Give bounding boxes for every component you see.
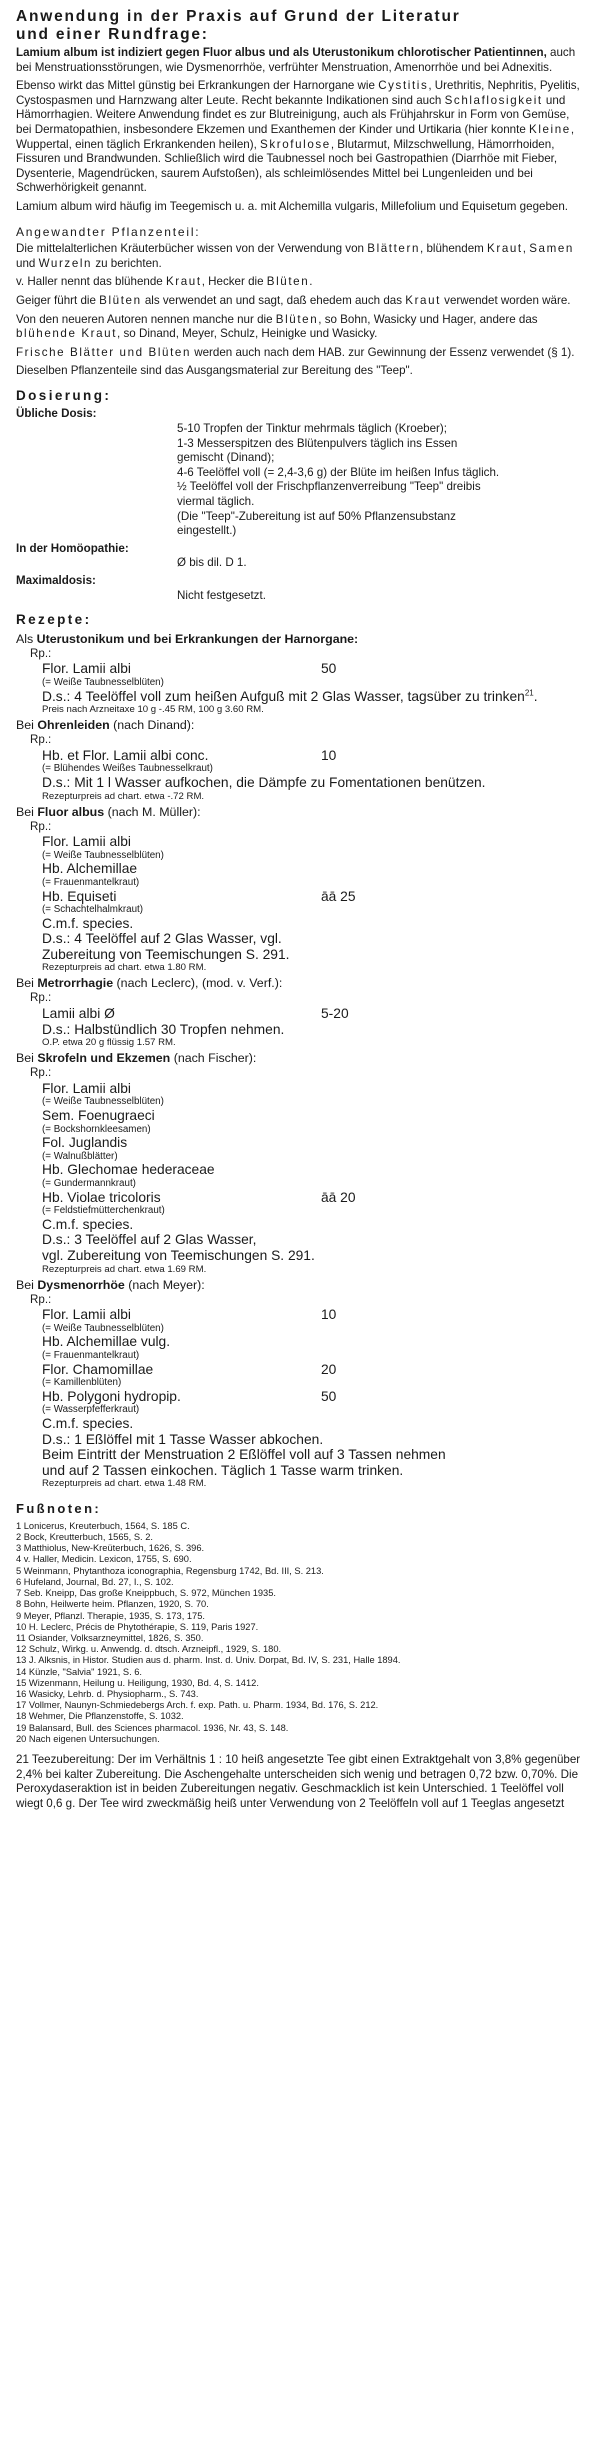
ingredient-name: Fol. Juglandis [42,1135,128,1151]
ingredient [16,661,581,677]
spaced-term: Kraut [405,293,441,307]
spaced-term: Kleine [529,122,571,136]
rp-label: Rp.: [30,646,52,660]
rezept-price: Rezepturpreis ad chart. etwa 1.80 RM. [42,962,207,974]
ingredient-amount: āā 20 [321,1189,356,1205]
text-run: , Wuppertal, einen täglich Erkrankenden heilen), [16,122,575,151]
rezept-instruction: Beim Eintritt der Menstruation 2 Eßlöffel voll auf 3 Tassen nehmen [42,1447,446,1463]
ingredient [16,748,581,764]
section-heading-pflanzenteil: Angewandter Pflanzenteil: [16,224,201,239]
pflanzenteil-paragraph [16,313,581,342]
text-run: (nach M. Müller): [104,804,201,819]
homoeopathie-value: Ø bis dil. D 1. [177,556,247,570]
spaced-term: Skrofulose [260,137,331,151]
section-heading-rezepte: Rezepte: [16,612,92,628]
text-run: Geiger führt die [16,293,100,307]
spaced-term: Blättern [367,242,420,256]
rezept-instruction [16,689,581,705]
pflanzenteil-paragraph [16,346,581,361]
dosis-values [16,422,581,539]
text-run: Die mittelalterlichen Kräuterbücher wissen von der Verwendung von [16,242,368,256]
footnote-item: 6 Hufeland, Journal, Bd. 27, I., S. 102. [16,1576,174,1587]
ingredient-amount: 5-20 [321,1006,349,1022]
ingredient-name: Hb. Violae tricoloris [42,1189,161,1205]
ingredient [16,1334,581,1350]
ingredient-name: Hb. Alchemillae [42,861,138,877]
spaced-term: Blüten [99,293,142,307]
text-run: (nach Dinand): [109,718,195,733]
rp-label: Rp.: [30,819,52,833]
ingredient-name: Hb. Polygoni hydropip. [42,1388,181,1404]
text-run: (nach Fischer): [170,1051,257,1066]
ingredient-synonym: (= Weiße Taubnesselblüten) [42,1096,164,1108]
rezept-indication [16,1051,581,1066]
footnote-item: 17 Vollmer, Naunyn-Schmiedebergs Arch. f. exp. Path. u. Pharm. 1934, Bd. 176, S. 212. [16,1700,379,1711]
rp-label: Rp.: [30,1066,52,1080]
homoeopathie-label: In der Homöopathie: [16,541,129,555]
rezept-cmf: C.m.f. species. [42,915,134,931]
indication-name: Fluor albus [37,804,105,819]
dosis-line: ½ Teelöffel voll der Frischpflanzenverreibung "Teep" dreibis [177,480,481,494]
rezept-cmf: C.m.f. species. [42,1216,134,1232]
text-run: D.s.: 4 Teelöffel voll zum heißen Aufguß mit 2 Glas Wasser, tagsüber zu trinken [42,688,525,704]
ingredient-synonym: (= Frauenmantelkraut) [42,1349,140,1361]
ingredient [16,1190,581,1206]
spaced-term: Blüten [275,312,319,326]
footnote-item: 10 H. Leclerc, Précis de Phytothérapie, S. 119, Paris 1927. [16,1621,259,1632]
rezept-price: Rezepturpreis ad chart. etwa 1.48 RM. [42,1478,207,1490]
maximaldosis-label: Maximaldosis: [16,574,96,587]
footnote-item: 4 v. Haller, Medicin. Lexicon, 1755, S. 690. [16,1554,192,1565]
ingredient-synonym: (= Walnußblätter) [42,1150,118,1162]
ingredient-name: Hb. Equiseti [42,888,117,904]
ingredient-synonym: (= Weiße Taubnesselblüten) [42,1322,164,1334]
footnote-item: 3 Matthiolus, New-Kreüterbuch, 1626, S. 396. [16,1543,205,1554]
footnote-item: 19 Balansard, Bull. des Sciences pharmacol. 1936, Nr. 43, S. 148. [16,1722,289,1733]
text-run: . [309,275,313,289]
ingredient-name: Flor. Chamomillae [42,1361,154,1377]
ingredient [16,1006,581,1022]
spaced-term: Kraut [165,275,202,289]
rezept-indication [16,632,581,647]
ingredient-synonym: (= Schachtelhalmkraut) [42,904,144,916]
rezept-fluor-albus [16,805,581,975]
indication-name: Ohrenleiden [37,718,110,733]
ingredient-amount: 20 [321,1361,337,1377]
pflanzenteil-paragraph: Dieselben Pflanzenteile sind das Ausgangsmaterial zur Bereitung des "Teep". [16,364,413,378]
spaced-term: Blüten [266,275,310,289]
ingredient-name: Lamii albi Ø [42,1006,115,1022]
footnote-list [16,1521,581,1745]
ingredient [16,1108,581,1124]
ingredient-synonym: (= Frauenmantelkraut) [42,876,140,888]
section-heading-dosierung: Dosierung: [16,387,112,403]
text-run: , so Bohn, Wasicky und Hager, andere das [318,312,538,326]
rp-label: Rp.: [30,1292,52,1306]
ingredient [16,1135,581,1151]
ingredient [16,861,581,877]
title-line: und einer Rundfrage: [16,25,209,43]
intro-emphasis: Lamium album ist indiziert gegen Fluor albus und als Uterustonikum chlorotischer Patientinnen, [16,46,547,59]
spaced-term: Cystitis [378,79,429,93]
rezept-indication [16,976,581,991]
rezept-indication [16,718,581,733]
ingredient-synonym: (= Weiße Taubnesselblüten) [42,676,164,688]
footnote-item: 15 Wizenmann, Heilung u. Heiligung, 1930, Bd. 4, S. 1412. [16,1677,259,1688]
spaced-term: blühende Kraut [16,327,118,341]
text-run: Ebenso wirkt das Mittel günstig bei Erkrankungen der Harnorgane wie [16,79,379,93]
ingredient [16,1389,581,1405]
text-run: (nach Meyer): [124,1277,205,1292]
title-line: Anwendung in der Praxis auf Grund der Literatur [16,8,461,25]
rezept-metrorrhagie [16,976,581,1049]
rezept-cmf: C.m.f. species. [42,1415,134,1431]
text-run: Bei [16,1277,38,1292]
footnote-item: 14 Künzle, "Salvia" 1921, S. 6. [16,1666,142,1677]
rezept-instruction: D.s.: 1 Eßlöffel mit 1 Tasse Wasser abkochen. [42,1431,324,1447]
rezept-price: Preis nach Arzneitaxe 10 g -.45 RM, 100 g 3.60 RM. [42,704,264,716]
rezept-price: O.P. etwa 20 g flüssig 1.57 RM. [42,1037,176,1049]
text-run: verwendet worden wäre. [440,293,571,307]
rezept-uterustonikum [16,632,581,716]
ingredient-amount: 10 [321,747,337,763]
spaced-term: Kraut [487,242,523,256]
text-run: und [16,256,39,270]
ingredient [16,834,581,850]
ingredient-synonym: (= Wasserpfefferkraut) [42,1404,140,1416]
footnote-item: 9 Meyer, Pflanzl. Therapie, 1935, S. 173, 175. [16,1610,205,1621]
footnote-item: 12 Schulz, Wirkg. u. Anwendg. d. dtsch. Arzneipfl., 1929, S. 180. [16,1644,282,1655]
ingredient-amount: āā 25 [321,888,356,904]
dosis-line: eingestellt.) [177,524,237,538]
text-run: v. Haller nennt das blühende [16,275,166,289]
text-run: , [522,242,530,256]
text-run: , Urethritis, Nephritis, Pyelitis, Cystospasmen und Harnzwang alter Leute. Recht bekannte Indikationen sind auch [16,79,580,107]
pflanzenteil-paragraph [16,275,581,290]
ingredient [16,1162,581,1178]
dosis-line: 4-6 Teelöffel voll (= 2,4-3,6 g) der Blüte im heißen Infus täglich. [177,465,500,479]
rezept-instruction: D.s.: 3 Teelöffel auf 2 Glas Wasser, [42,1232,257,1248]
intro-paragraph [16,79,581,196]
footnote-item: 8 Bohn, Heilwerte heim. Pflanzen, 1920, S. 70. [16,1599,209,1610]
rp-label: Rp.: [30,733,52,747]
text-run: Bei [16,1051,38,1066]
footnote-item: 2 Bock, Kreutterbuch, 1565, S. 2. [16,1532,153,1543]
indication-name: Skrofeln und Ekzemen [37,1051,171,1066]
section-heading-fussnoten: Fußnoten: [16,1501,102,1517]
ingredient-synonym: (= Gundermannkraut) [42,1178,136,1189]
ingredient-amount: 50 [321,1388,337,1404]
footnote-ref[interactable]: 21 [524,687,534,697]
ingredient [16,1081,581,1097]
intro-paragraph: Lamium album wird häufig im Teegemisch u. a. mit Alchemilla vulgaris, Millefolium und Equisetum gegeben. [16,199,569,213]
ingredient-synonym: (= Blühendes Weißes Taubnesselkraut) [42,763,213,775]
footnote-item: 20 Nach eigenen Untersuchungen. [16,1733,160,1744]
text-run: zu berichten. [92,256,162,270]
spaced-term: Schlaflosigkeit [444,93,543,107]
ingredient-synonym: (= Weiße Taubnesselblüten) [42,849,164,861]
text-run: Als [16,631,37,646]
intro-text: auch bei Menstruationsstörungen, wie Dysmenorrhöe, verfrühter Menstruation, Amenorrhöe und bei Adnexitis. [16,46,576,74]
maximaldosis-value: Nicht festgesetzt. [177,588,266,602]
ingredient-amount: 50 [321,661,337,677]
intro-paragraph [16,46,581,75]
text-run: Bei [16,804,38,819]
rezept-instruction: Zubereitung von Teemischungen S. 291. [42,946,290,962]
indication-name: Uterustonikum und bei Erkrankungen der Harnorgane: [36,631,359,646]
text-run: (nach Leclerc), (mod. v. Verf.): [113,976,283,991]
ingredient-amount: 10 [321,1307,337,1323]
dosis-label: Übliche Dosis: [16,407,97,421]
ingredient-synonym: (= Bockshornkleesamen) [42,1123,151,1135]
footnote-item: 5 Weinmann, Phytanthoza iconographia, Regensburg 1742, Bd. III, S. 213. [16,1565,324,1576]
footnote-item: 7 Seb. Kneipp, Das große Kneippbuch, S. 972, München 1935. [16,1588,276,1599]
ingredient-name: Flor. Lamii albi [42,661,131,677]
dosis-line: 1-3 Messerspitzen des Blütenpulvers täglich ins Essen [177,436,458,450]
text-run: und Hämorrhagien. Weitere Anwendung findet es zur Blutreinigung, auch als Frühjahrskur in Form von Gemüse, bei Dermatopathien, insbesondere Ekzemen und Exanthemen der Kinder und Urtikaria (hier konnte [16,93,570,136]
footnote-item: 11 Osiander, Volksarzneymittel, 1826, S. 350. [16,1632,204,1643]
text-run: Bei [16,976,38,991]
ingredient [16,1307,581,1323]
dosis-line: (Die "Teep"-Zubereitung ist auf 50% Pflanzensubstanz [177,509,456,523]
pflanzenteil-paragraph [16,242,581,271]
rezept-instruction: D.s.: Mit 1 l Wasser aufkochen, die Dämpfe zu Fomentationen benützen. [42,774,486,790]
ingredient-name: Flor. Lamii albi [42,1307,131,1323]
rezept-instruction: D.s.: Halbstündlich 30 Tropfen nehmen. [42,1021,285,1037]
footnote-item: 16 Wasicky, Lehrb. d. Physiopharm., S. 743. [16,1688,199,1699]
rezept-indication [16,805,581,820]
page-title [16,8,581,43]
rezept-price: Rezepturpreis ad chart. etwa -.72 RM. [42,790,205,802]
rezept-price: Rezepturpreis ad chart. etwa 1.69 RM. [42,1263,207,1275]
text-run: als verwendet an und sagt, daß ehedem auch das [141,293,406,307]
rp-label: Rp.: [30,991,52,1005]
ingredient-name: Flor. Lamii albi [42,1080,131,1096]
ingredient-name: Flor. Lamii albi [42,834,131,850]
ingredient [16,889,581,905]
text-run: werden auch nach dem HAB. zur Gewinnung der Essenz verwendet (§ 1). [191,345,575,359]
footnote-item: 13 J. Alksnis, in Histor. Studien aus d. pharm. Inst. d. Univ. Dorpat, Bd. IV, S. 231, Halle 1894. [16,1655,401,1666]
ingredient-name: Hb. et Flor. Lamii albi conc. [42,747,209,763]
ingredient-synonym: (= Feldstiefmütterchenkraut) [42,1205,165,1217]
ingredient-name: Hb. Glechomae hederaceae [42,1162,215,1178]
ingredient-name: Hb. Alchemillae vulg. [42,1334,171,1350]
text-run: Bei [16,718,38,733]
spaced-term: Frische Blätter und Blüten [16,345,191,359]
text-run: , Hecker die [201,275,267,289]
footnote-21-teezubereitung: 21 Teezubereitung: Der im Verhältnis 1 : 10 heiß angesetzte Tee gibt einen Extraktgehalt von 3,8% gegenüber 2,4% bei kalter Zubereitung. Die Aschengehalte unterscheiden sich wenig und betragen 0,72 bzw. 0,70%. Die Peroxydaseraktion ist in beiden Zubereitungen negativ. Geschmacklich ist kein Unterschied. 1 Teelöffel voll wiegt 0,6 g. Der Tee wird zweckmäßig heiß unter Verwendung von 2 Teelöffeln voll auf 1 Teeglas angesetzt [16,1752,581,1810]
spaced-term: Samen [529,242,574,256]
indication-name: Metrorrhagie [37,976,114,991]
spaced-term: Wurzeln [38,256,93,270]
ingredient [16,1362,581,1378]
pflanzenteil-paragraph [16,294,581,309]
dosis-line: gemischt (Dinand); [177,451,275,465]
text-run: , so Dinand, Meyer, Schulz, Heinigke und Wasicky. [117,327,378,341]
dosis-line: 5-10 Tropfen der Tinktur mehrmals täglich (Kroeber); [177,422,447,436]
text-run: . [533,688,538,704]
indication-name: Dysmenorrhöe [37,1277,125,1292]
rezept-instruction: vgl. Zubereitung von Teemischungen S. 291. [42,1247,315,1263]
footnote-item: 18 Wehmer, Die Pflanzenstoffe, S. 1032. [16,1711,184,1722]
rezept-skrofeln [16,1051,581,1275]
rezept-indication [16,1278,581,1293]
text-run: , blühendem [420,242,488,256]
dosis-line: viermal täglich. [177,495,255,509]
rezept-dysmenorrhoe [16,1278,581,1491]
rezept-instruction: und auf 2 Tassen einkochen. Täglich 1 Tasse warm trinken. [42,1462,404,1478]
ingredient-name: Sem. Foenugraeci [42,1108,155,1124]
footnote-item: 1 Lonicerus, Kreuterbuch, 1564, S. 185 C. [16,1520,190,1531]
text-run: , Blutarmut, Milzschwellung, Hämorrhoiden, Fissuren und Brandwunden. Schließlich wird die Taubnessel noch bei Gastropathien (Diarrhöe mit Fieber, Dysenterie, Magendrücken, saurem Aufstoßen), als schleimlösendes Mittel bei Lungenleiden und bei Schwerhörigkeit genannt. [16,137,558,195]
rezept-instruction: D.s.: 4 Teelöffel auf 2 Glas Wasser, vgl. [42,931,282,947]
text-run: Von den neueren Autoren nennen manche nur die [16,312,276,326]
ingredient-synonym: (= Kamillenblüten) [42,1377,122,1389]
rezept-ohrenleiden [16,718,581,802]
